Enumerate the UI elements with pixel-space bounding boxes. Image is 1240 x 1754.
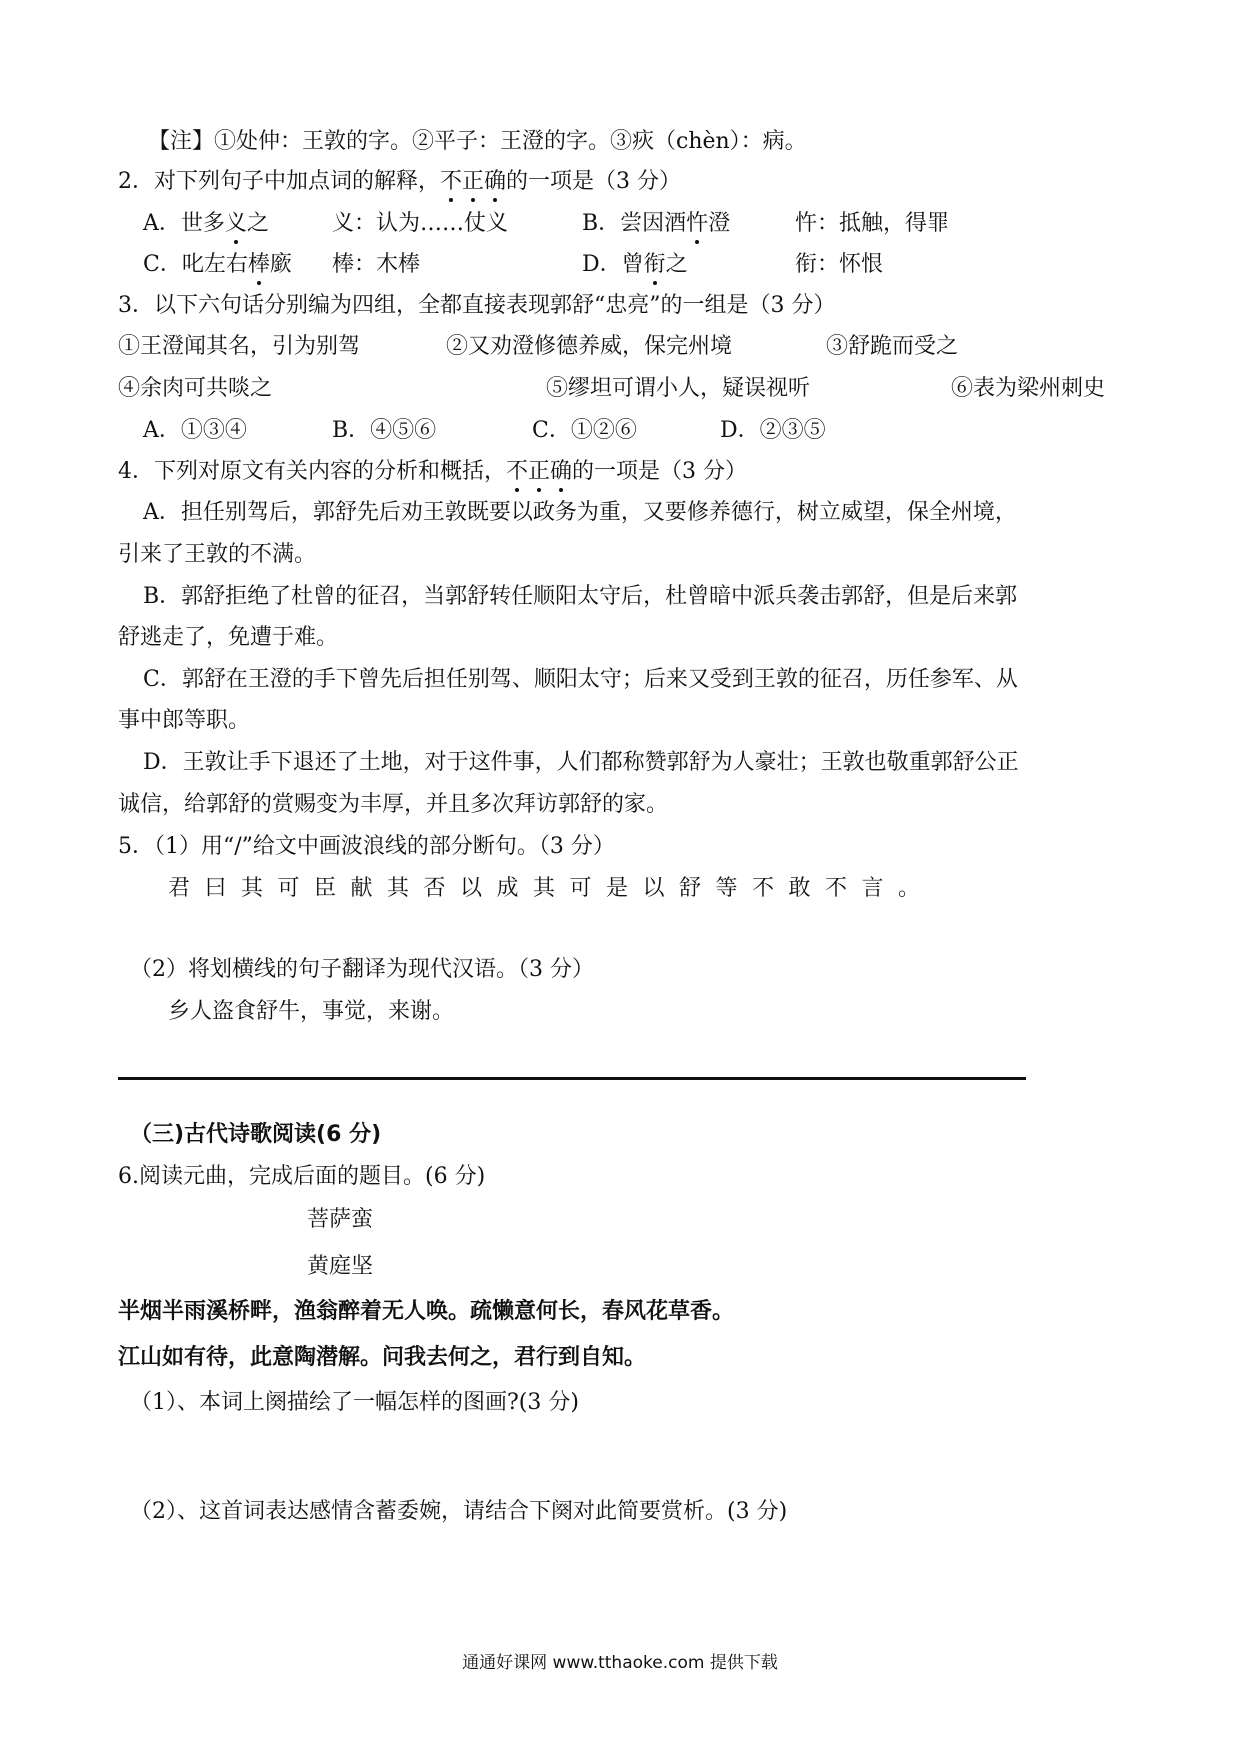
question-2-stem-post: 的一项是（3 分） [506,169,682,194]
option-2b: B．尝因酒忤澄 [582,209,730,239]
option-3c: C．①②⑥ [532,418,637,443]
answer-rule-line [118,1077,1026,1080]
option-4a-line-2: 引来了王敦的不满。 [118,542,317,567]
question-4-stem-post: 的一项是（3 分） [572,459,748,484]
emphasis-dot-char: 不 [440,167,462,197]
sentence-6: ⑥表为梁州刺史 [951,376,1106,401]
sentence-1: ①王澄闻其名，引为别驾 [118,334,361,359]
option-3b: B．④⑤⑥ [332,418,437,443]
option-4c-line-2: 事中郎等职。 [118,708,251,733]
option-2c: C．叱左右棒廞 [143,250,292,280]
emphasis-dot-char: 确 [484,167,506,197]
poem-title: 菩萨蛮 [307,1207,374,1232]
sentence-2: ②又劝澄修德养威，保完州境 [446,334,733,359]
question-4-stem [118,457,747,487]
question-3-stem: 3．以下六句话分别编为四组，全都直接表现郭舒“忠亮”的一组是（3 分） [118,293,836,318]
question-2-stem [118,167,681,197]
emphasis-dot-char: 正 [528,457,550,487]
option-2a-explanation: 义：认为……仗义 [332,211,509,236]
sentence-5: ⑤缪坦可谓小人，疑误视听 [546,376,811,401]
page-footer: 通通好课网 www.tthaoke.com 提供下载 [462,1653,778,1673]
option-4c-line-1: C．郭舒在王澄的手下曾先后担任别驾、顺阳太守；后来又受到王敦的征召，历任参军、从 [143,667,1018,692]
option-2b-explanation: 忤：抵触，得罪 [795,211,950,236]
question-4-stem-pre: 4．下列对原文有关内容的分析和概括， [118,459,506,484]
translation-sentence: 乡人盗食舒牛，事觉，来谢。 [168,999,455,1024]
dotted-word: 义 [225,209,247,239]
option-4b-line-2: 舒逃走了，免遭于难。 [118,625,339,650]
option-2a: A．世多义之 [143,209,269,239]
punctuation-passage: 君曰其可臣献其否以成其可是以舒等不敢不言。 [168,876,935,901]
option-2d-explanation: 衔：怀恨 [795,252,884,277]
option-4b-line-1: B．郭舒拒绝了杜曾的征召，当郭舒转任顺阳太守后，杜曾暗中派兵袭击郭舒，但是后来郭 [143,584,1018,609]
poem-verse-1: 半烟半雨溪桥畔，渔翁醉着无人唤。疏懒意何长，春风花草香。 [118,1299,735,1324]
question-5-part-2: （2）将划横线的句子翻译为现代汉语。（3 分） [130,957,594,982]
question-5-part-1: 5．（1）用“/”给文中画波浪线的部分断句。（3 分） [118,834,615,859]
poem-verse-2: 江山如有待，此意陶潜解。问我去何之，君行到自知。 [118,1345,647,1370]
option-2c-explanation: 棒：木棒 [332,252,421,277]
annotation-note: 【注】①处仲：王敦的字。②平子：王澄的字。③疢（chèn）：病。 [148,129,807,154]
dotted-word: 衔 [644,250,666,280]
question-2-stem-pre: 2．对下列句子中加点词的解释， [118,169,440,194]
emphasis-dot-char: 确 [550,457,572,487]
emphasis-dot-char: 不 [506,457,528,487]
poem-author: 黄庭坚 [307,1254,374,1279]
emphasis-dot-char: 正 [462,167,484,197]
option-2d: D．曾衔之 [582,250,688,280]
option-4d-line-1: D．王敦让手下退还了土地，对于这件事，人们都称赞郭舒为人豪壮；王敦也敬重郭舒公正 [143,750,1019,775]
section-3-heading: （三)古代诗歌阅读(6 分) [130,1122,382,1147]
option-4a-line-1: A．担任别驾后，郭舒先后劝王敦既要以政务为重，又要修养德行，树立威望，保全州境， [143,500,1017,525]
option-4d-line-2: 诚信，给郭舒的赏赐变为丰厚，并且多次拜访郭舒的家。 [118,792,669,817]
sentence-3: ③舒跪而受之 [826,334,959,359]
option-3a: A．①③④ [143,418,247,443]
dotted-word: 忤 [686,209,708,239]
question-6-sub-1: （1）、本词上阕描绘了一幅怎样的图画?(3 分) [130,1390,579,1415]
question-6-sub-2: （2）、这首词表达感情含蓄委婉，请结合下阕对此简要赏析。(3 分) [130,1499,788,1524]
sentence-4: ④余肉可共啖之 [118,376,273,401]
question-6-stem: 6.阅读元曲，完成后面的题目。(6 分) [118,1164,486,1189]
option-3d: D．②③⑤ [720,418,826,443]
dotted-word: 棒 [248,250,270,280]
